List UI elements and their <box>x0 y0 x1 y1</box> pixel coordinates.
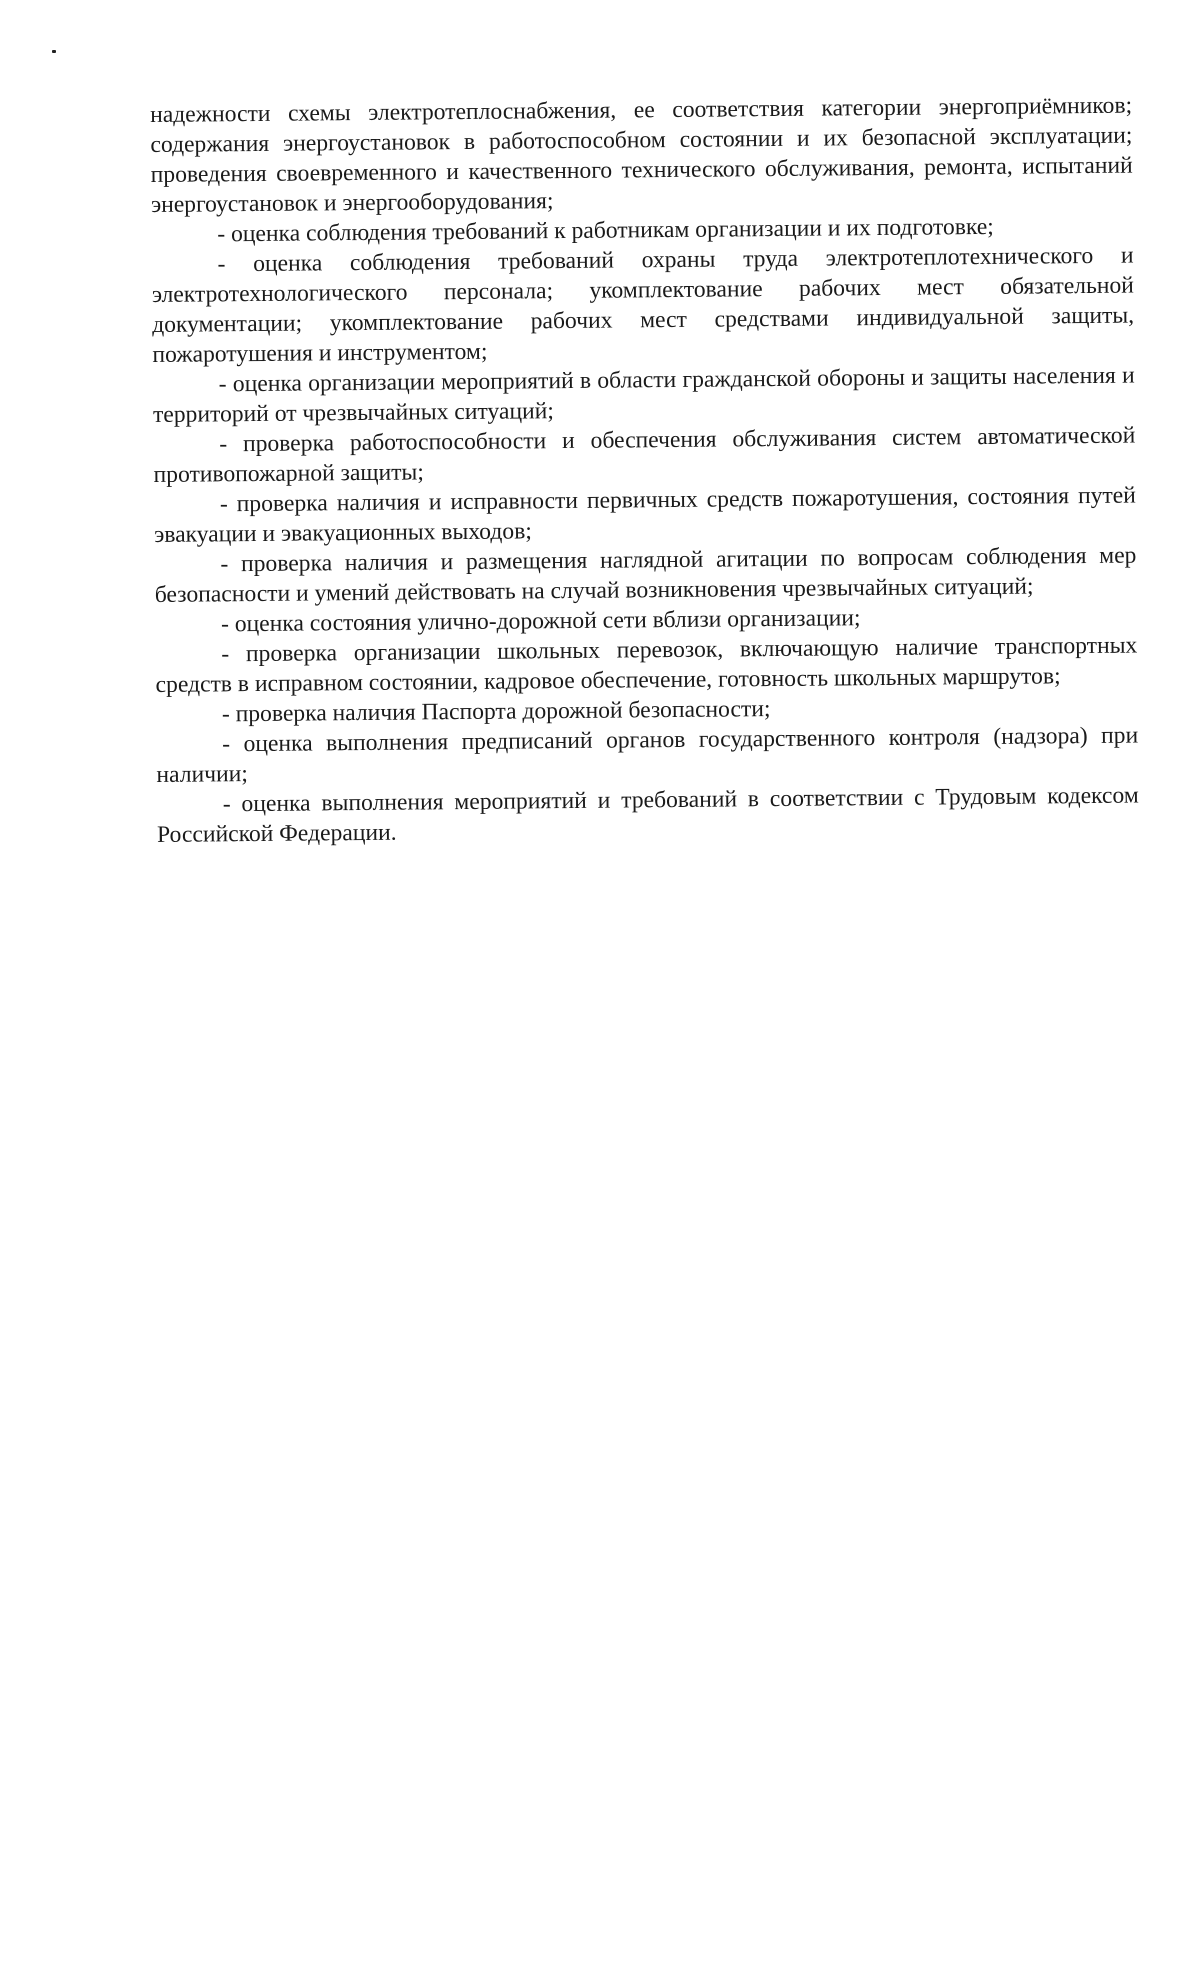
paragraph-visual-agitation: - проверка наличия и размещения наглядной агитации по вопросам соблюдения мер безопасности и умений действовать на случай возникновения чрезвычайных ситуаций; <box>154 542 1137 608</box>
paragraph-labor-safety: - оценка соблюдения требований охраны труда электротеплотехнического и электротехнологического персонала; укомплектование рабочих мест обязательной документации; укомплектование рабочих мест средствами индивидуальной защиты, пожаротушения и инструментом; <box>151 242 1135 368</box>
paragraph-civil-defense: - оценка организации мероприятий в области гражданской обороны и защиты населения и территорий от чрезвычайных ситуаций; <box>152 362 1135 428</box>
scan-speck <box>52 50 56 53</box>
paragraph-road-network: - оценка состояния улично-дорожной сети вблизи организации; <box>220 605 861 638</box>
paragraph-fire-protection-systems: - проверка работоспособности и обеспечения обслуживания систем автоматической противопожарной защиты; <box>153 422 1136 488</box>
document-body <box>150 91 1139 850</box>
paragraph-state-control-orders: - оценка выполнения предписаний органов государственного контроля (надзора) при наличии; <box>156 722 1139 788</box>
paragraph-school-transport: - проверка организации школьных перевозок, включающую наличие транспортных средств в исправном состоянии, кадровое обеспечение, готовность школьных маршрутов; <box>155 632 1138 698</box>
paragraph-reliability: надежности схемы электротеплоснабжения, ее соответствия категории энергоприёмников; содержания энергоустановок в работоспособном состоянии и их безопасной эксплуатации; проведения своевременного и качественного технического обслуживания, ремонта, испытаний энергоустановок и энергооборудования; <box>150 92 1133 218</box>
paragraph-labor-code: - оценка выполнения мероприятий и требований в соответствии с Трудовым кодексом Российской Федерации. <box>156 782 1139 848</box>
paragraph-staff-requirements: - оценка соблюдения требований к работникам организации и их подготовке; <box>217 213 994 248</box>
paragraph-fire-extinguishing-means: - проверка наличия и исправности первичных средств пожаротушения, состояния путей эвакуации и эвакуационных выходов; <box>154 482 1136 548</box>
paragraph-road-safety-passport: - проверка наличия Паспорта дорожной безопасности; <box>221 696 771 728</box>
